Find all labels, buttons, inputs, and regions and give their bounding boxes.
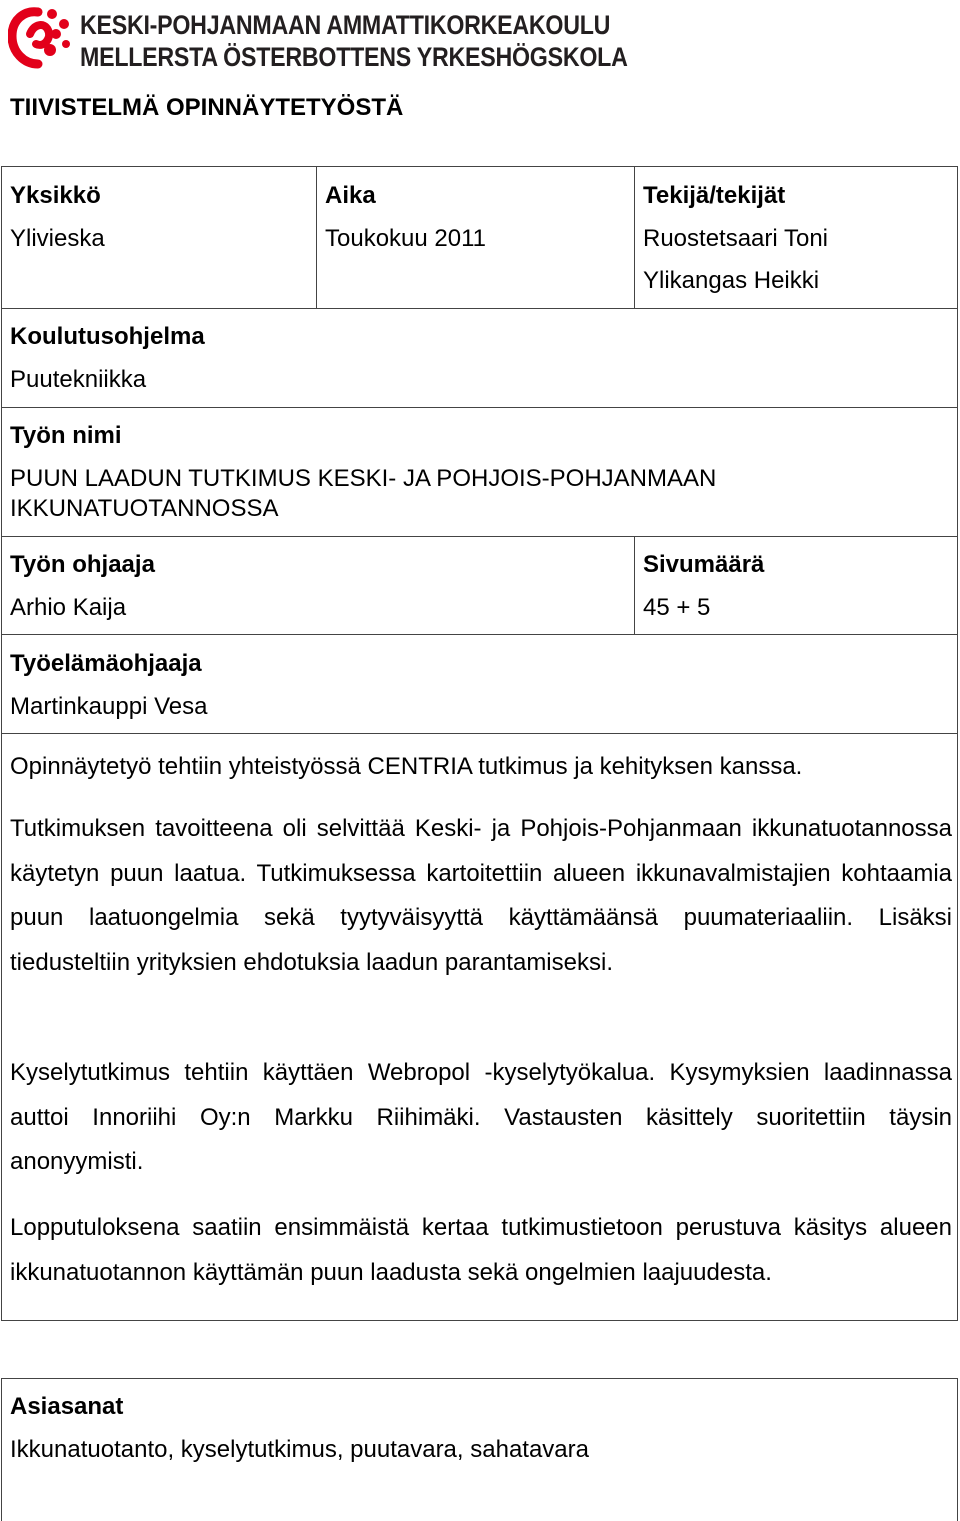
document-title: TIIVISTELMÄ OPINNÄYTETYÖSTÄ bbox=[10, 94, 404, 121]
supervisor-value: Arhio Kaija bbox=[10, 594, 127, 621]
keywords-value: Ikkunatuotanto, kyselytutkimus, puutavara, sahatavara bbox=[10, 1436, 589, 1463]
work-life-supervisor-value: Martinkauppi Vesa bbox=[10, 693, 208, 720]
centria-logo-icon bbox=[8, 4, 72, 70]
work-life-supervisor-label: Työelämäohjaaja bbox=[10, 650, 202, 677]
supervisor-label: Työn ohjaaja bbox=[10, 551, 155, 578]
program-value: Puutekniikka bbox=[10, 366, 147, 393]
abstract-paragraph: Tutkimuksen tavoitteena oli selvittää Keski- ja Pohjois-Pohjanmaan ikkunatuotannossa käytetyn puun laatua. Tutkimuksessa kartoitettiin alueen ikkunavalmistajien kohtaamia puun laatuongelmia sekä tyytyväisyyttä käyttämäänsä puumateriaaliin. Lisäksi tiedusteltiin yrityksien ehdotuksia laadun parantamiseksi. bbox=[10, 815, 952, 976]
unit-value: Ylivieska bbox=[10, 225, 105, 252]
program-label: Koulutusohjelma bbox=[10, 323, 205, 350]
institution-name-fi: KESKI-POHJANMAAN AMMATTIKORKEAKOULU bbox=[80, 10, 611, 40]
keywords-label: Asiasanat bbox=[10, 1393, 124, 1420]
unit-label: Yksikkö bbox=[10, 182, 101, 209]
row-divider bbox=[2, 733, 957, 734]
pages-value: 45 + 5 bbox=[643, 594, 711, 621]
abstract-paragraph: Kyselytutkimus tehtiin käyttäen Webropol -kyselytyökalua. Kysymyksien laadinnassa auttoi Innoriihi Oy:n Markku Riihimäki. Vastausten käsittely suoritettiin täysin anonyymisti. bbox=[10, 1059, 952, 1175]
abstract-paragraph: Opinnäytetyö tehtiin yhteistyössä CENTRIA tutkimus ja kehityksen kanssa. bbox=[10, 753, 803, 780]
author-name: Ylikangas Heikki bbox=[643, 267, 820, 294]
keywords-box bbox=[1, 1378, 958, 1521]
time-value: Toukokuu 2011 bbox=[325, 225, 487, 252]
authors-label: Tekijä/tekijät bbox=[643, 182, 786, 209]
row-divider bbox=[2, 634, 957, 635]
column-divider bbox=[634, 536, 635, 634]
row-divider bbox=[2, 536, 957, 537]
work-name-line: IKKUNATUOTANNOSSA bbox=[10, 495, 279, 522]
column-divider bbox=[634, 167, 635, 308]
row-divider bbox=[2, 308, 957, 309]
row-divider bbox=[2, 407, 957, 408]
time-label: Aika bbox=[325, 182, 376, 209]
column-divider bbox=[316, 167, 317, 308]
abstract-paragraph: Lopputuloksena saatiin ensimmäistä kertaa tutkimustietoon perustuva käsitys alueen ikkunatuotannon käyttämän puun laadusta sekä ongelmien laajuudesta. bbox=[10, 1214, 952, 1286]
work-name-label: Työn nimi bbox=[10, 422, 122, 449]
institution-name-sv: MELLERSTA ÖSTERBOTTENS YRKESHÖGSKOLA bbox=[80, 42, 628, 72]
pages-label: Sivumäärä bbox=[643, 551, 765, 578]
work-name-line: PUUN LAADUN TUTKIMUS KESKI- JA POHJOIS-POHJANMAAN bbox=[10, 465, 717, 492]
abstract-form bbox=[1, 166, 958, 1321]
author-name: Ruostetsaari Toni bbox=[643, 225, 828, 252]
